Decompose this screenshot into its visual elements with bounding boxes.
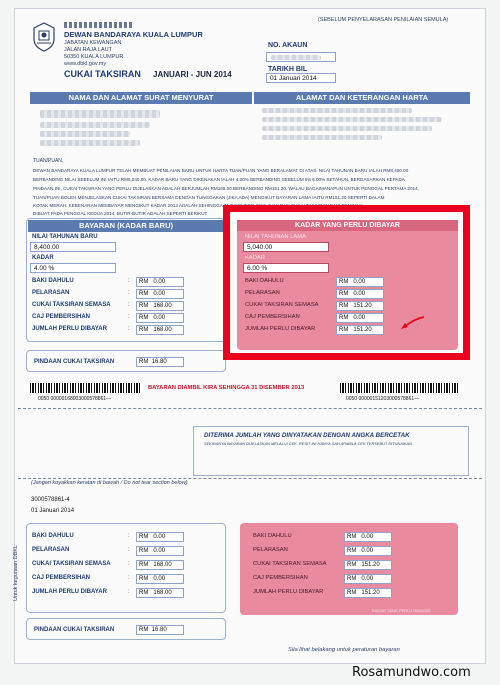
barcode-right bbox=[340, 383, 458, 393]
row-value-field bbox=[344, 532, 392, 542]
stub-account: 3000578861-4 bbox=[31, 497, 70, 503]
colon: : bbox=[128, 575, 130, 581]
rm-prefix: RM bbox=[139, 562, 149, 568]
bayaran-header: BAYARAN (KADAR BARU) bbox=[28, 220, 224, 232]
row-value: 0.00 bbox=[361, 534, 374, 540]
row-value: 0.00 bbox=[153, 534, 166, 540]
row-value-field bbox=[336, 289, 384, 299]
dbkl-logo bbox=[32, 22, 56, 52]
colon: : bbox=[128, 326, 130, 332]
rm-prefix: RM bbox=[139, 279, 149, 285]
stub-kadar-lama-caption: KADAR YANG PERLU DIBAYAR bbox=[372, 608, 431, 613]
stub-pindaan-value: 16.80 bbox=[151, 627, 167, 633]
stub-pindaan-field bbox=[136, 625, 184, 635]
row-value-field bbox=[136, 560, 184, 570]
row-value: 151.20 bbox=[361, 562, 380, 568]
row-label: BAKI DAHULU bbox=[245, 278, 284, 284]
row-value-field bbox=[336, 277, 384, 287]
row-value: 0.00 bbox=[153, 291, 166, 297]
pindaan-value: 16.80 bbox=[151, 359, 167, 365]
rm-prefix: RM bbox=[347, 590, 357, 596]
notice-line: DIBUAT PADA PENGGAL KEDUA 2014. BUTIR-BUTIR ADALAH SEPERTI BERIKUT bbox=[33, 211, 208, 216]
row-label: PELARASAN bbox=[253, 547, 288, 553]
cut-line bbox=[18, 408, 482, 409]
row-value: 0.00 bbox=[153, 315, 166, 321]
address-section-header: NAMA DAN ALAMAT SURAT MENYURAT bbox=[30, 92, 252, 104]
row-label: CAJ PEMBERSIHAN bbox=[32, 314, 91, 320]
doc-title: CUKAI TAKSIRAN bbox=[64, 69, 141, 79]
row-label: PELARASAN bbox=[32, 547, 70, 553]
stub-date: 01 Januari 2014 bbox=[31, 508, 75, 514]
row-label: CUKAI TAKSIRAN SEMASA bbox=[245, 302, 319, 308]
colon: : bbox=[128, 589, 130, 595]
row-value-field bbox=[344, 574, 392, 584]
nilai-baru-label: NILAI TAHUNAN BARU bbox=[32, 234, 98, 240]
colon: : bbox=[128, 278, 130, 284]
rm-prefix: RM bbox=[139, 291, 149, 297]
no-akaun-field bbox=[266, 52, 336, 62]
red-arrow-icon bbox=[398, 315, 426, 331]
barcode-left bbox=[30, 383, 142, 393]
nilai-lama-value: 5,040.00 bbox=[243, 242, 329, 252]
row-label: BAKI DAHULU bbox=[253, 533, 292, 539]
row-label: CUKAI TAKSIRAN SEMASA bbox=[32, 561, 111, 567]
row-value-field bbox=[136, 574, 184, 584]
rm-prefix: RM bbox=[139, 590, 149, 596]
row-value: 0.00 bbox=[153, 576, 166, 582]
tarikh-label: TARIKH BIL bbox=[268, 66, 308, 73]
top-note: (SEBELUM PENYELARASAN PENILAIAN SEMULA) bbox=[318, 17, 449, 23]
row-value: 0.00 bbox=[361, 548, 374, 554]
kadar-baru-label: KADAR bbox=[32, 255, 54, 261]
row-value-field bbox=[336, 313, 384, 323]
colon: : bbox=[128, 547, 130, 553]
redacted-address bbox=[40, 131, 130, 137]
row-label: JUMLAH PERLU DIBAYAR bbox=[253, 589, 324, 595]
payment-deadline: BAYARAN DIAMBIL KIRA SEHINGGA 31 DISEMBER 2013 bbox=[148, 385, 305, 391]
nilai-lama-label: NILAI TAHUNAN LAMA bbox=[245, 234, 306, 240]
row-label: CUKAI TAKSIRAN SEMASA bbox=[253, 561, 327, 567]
rm-prefix: RM bbox=[347, 548, 357, 554]
row-label: CAJ PEMBERSIHAN bbox=[32, 575, 91, 581]
notice-salutation: TUAN/PUAN, bbox=[33, 158, 64, 164]
row-label: CAJ PEMBERSIHAN bbox=[253, 575, 308, 581]
jawi-logotype bbox=[64, 22, 132, 28]
cut-line bbox=[18, 478, 482, 479]
row-label: CUKAI TAKSIRAN SEMASA bbox=[32, 302, 111, 308]
row-value-field bbox=[136, 588, 184, 598]
barcode-right-number: 0050 00000151203000578861— bbox=[346, 396, 420, 402]
row-value-field bbox=[336, 301, 384, 311]
address-line-2: 50350 KUALA LUMPUR bbox=[64, 54, 124, 60]
notice-line: TUAN/PUAN BOLEH MENJELASKAN CUKAI TAKSIRAN BERSAMA DENGAN TUNGGAKAN (JIKA ADA) MENGIKUT BAYARAN LAMA IAITU RM151.20 SEPERTI DALAM bbox=[33, 195, 385, 200]
row-value: 168.00 bbox=[153, 327, 172, 333]
rm-prefix: RM bbox=[347, 534, 357, 540]
row-value-field bbox=[344, 546, 392, 556]
redacted-property bbox=[262, 135, 382, 140]
row-value-field bbox=[344, 560, 392, 570]
agency-name: DEWAN BANDARAYA KUALA LUMPUR bbox=[64, 30, 203, 39]
notice-line: DEWAN BANDARAYA KUALA LUMPUR TELAH MEMBUAT PENILAIAN BARU UNTUK HARTA TUAN/PUAN YANG BERALAMAT DI ATAS. NILAI TAHUNAN BARU IALAH RM8,400.00 bbox=[33, 168, 409, 173]
kadar-baru-value: 4.00 % bbox=[30, 263, 116, 273]
row-value-field bbox=[344, 588, 392, 598]
rm-prefix: RM bbox=[339, 279, 349, 285]
receipt-subtitle: SEKIRANYA BAYARAN DIJELASKAN MELALUI CEK, RESIT INI HANYA SAH APABILA CEK TERSEBUT DITUNAIKAN bbox=[204, 441, 412, 446]
rm-prefix: RM bbox=[139, 315, 149, 321]
property-section-header: ALAMAT DAN KETERANGAN HARTA bbox=[254, 92, 470, 104]
row-value: 0.00 bbox=[153, 548, 166, 554]
row-value-field bbox=[136, 301, 184, 311]
rm-prefix: RM bbox=[339, 303, 349, 309]
tarikh-field: 01 Januari 2014 bbox=[266, 73, 336, 83]
row-value: 0.00 bbox=[361, 576, 374, 582]
row-value: 151.20 bbox=[353, 303, 372, 309]
website[interactable]: www.dbkl.gov.my bbox=[64, 61, 107, 67]
watermark: Rosamundwo.com bbox=[352, 665, 471, 680]
colon: : bbox=[128, 290, 130, 296]
rm-prefix: RM bbox=[339, 315, 349, 321]
stub-pindaan-label: PINDAAN CUKAI TAKSIRAN bbox=[34, 627, 115, 633]
notice-line: BERBANDING NILAI SEBELUM INI IAITU RM5,040.00. KADAR BARU YANG DIKENAKAN IALAH 4.00% BERBANDING SEBELUM INI 6.00% SETAHUN. BERDASARKAN KEPADA bbox=[33, 177, 405, 182]
redacted-address bbox=[40, 122, 150, 128]
row-value: 0.00 bbox=[353, 315, 366, 321]
row-label: BAKI DAHULU bbox=[32, 278, 74, 284]
row-label: PELARASAN bbox=[245, 290, 280, 296]
footer-note: Sila lihat belakang untuk peraturan bayaran bbox=[288, 647, 400, 653]
receipt-title: DITERIMA JUMLAH YANG DINYATAKAN DENGAN ANGKA BERCETAK bbox=[204, 432, 410, 439]
barcode-left-number: 0050 00000168003000578861— bbox=[38, 396, 112, 402]
row-value: 168.00 bbox=[153, 590, 172, 596]
rm-prefix: RM bbox=[139, 548, 149, 554]
rm-prefix: RM bbox=[139, 303, 149, 309]
row-label: JUMLAH PERLU DIBAYAR bbox=[245, 326, 316, 332]
tear-note: (Jangan koyakkan keratan di bawah / Do not tear section below) bbox=[31, 480, 188, 486]
rm-prefix: RM bbox=[347, 576, 357, 582]
row-value-field bbox=[136, 289, 184, 299]
rm-prefix: RM bbox=[347, 562, 357, 568]
row-value-field bbox=[136, 532, 184, 542]
rm-prefix: RM bbox=[339, 291, 349, 297]
row-value-field bbox=[136, 325, 184, 335]
rm-prefix: RM bbox=[139, 576, 149, 582]
row-value: 0.00 bbox=[353, 279, 366, 285]
kadar-lama-label: KADAR bbox=[245, 255, 265, 261]
row-value-field bbox=[336, 325, 384, 335]
row-value: 151.20 bbox=[361, 590, 380, 596]
colon: : bbox=[128, 561, 130, 567]
rm-prefix: RM bbox=[139, 534, 149, 540]
rm-prefix: RM bbox=[139, 327, 149, 333]
no-akaun-label: NO. AKAUN bbox=[268, 42, 308, 49]
dept-name: JABATAN KEWANGAN bbox=[64, 40, 122, 46]
redacted-name bbox=[40, 110, 160, 118]
colon: : bbox=[128, 302, 130, 308]
row-label: PELARASAN bbox=[32, 290, 70, 296]
rm-prefix: RM bbox=[339, 327, 349, 333]
redacted-account bbox=[271, 55, 321, 60]
rm-prefix: RM bbox=[139, 627, 149, 633]
notice-line: KOTAK MERAH. KEBENARAN MEMBAYAR MENGIKUT KADAR 2013 ADALAH SEHINGGA 31 DISEMBER 2013. BAYARAN CUKAI TAKSIRAN BAKI PENGGAL bbox=[33, 203, 364, 208]
row-value: 168.00 bbox=[153, 562, 172, 568]
row-value: 168.00 bbox=[153, 303, 172, 309]
row-value: 0.00 bbox=[353, 291, 366, 297]
colon: : bbox=[128, 314, 130, 320]
dbkl-use-side-text: Untuk kegunaan DBKL bbox=[13, 545, 19, 601]
redacted-address bbox=[40, 140, 140, 146]
notice-line: PINDAAN INI, CUKAI TAKSIRAN YANG PERLU DIJELASKAN ADALAH BERJUMLAH RM168.00 BERBANDING RM151.20. WALAU BAGAIMANAPUN UNTUK PENGGAL PERTAMA 2014, bbox=[33, 186, 419, 191]
row-label: BAKI DAHULU bbox=[32, 533, 74, 539]
row-value-field bbox=[136, 313, 184, 323]
row-label: CAJ PEMBERSIHAN bbox=[245, 314, 300, 320]
kadar-lama-value: 6.00 % bbox=[243, 263, 329, 273]
pindaan-field bbox=[136, 357, 184, 367]
redacted-property bbox=[262, 126, 432, 131]
address-line-1: JALAN RAJA LAUT bbox=[64, 47, 112, 53]
row-value-field bbox=[136, 546, 184, 556]
nilai-baru-value: 8,400.00 bbox=[30, 242, 116, 252]
period: JANUARI - JUN 2014 bbox=[153, 70, 232, 79]
kadar-lama-header: KADAR YANG PERLU DIBAYAR bbox=[237, 220, 458, 231]
colon: : bbox=[128, 533, 130, 539]
row-value: 0.00 bbox=[153, 279, 166, 285]
row-value: 151.20 bbox=[353, 327, 372, 333]
redacted-property bbox=[262, 117, 442, 122]
redacted-property bbox=[262, 108, 412, 113]
rm-prefix: RM bbox=[139, 359, 149, 365]
row-label: JUMLAH PERLU DIBAYAR bbox=[32, 326, 107, 332]
row-value-field bbox=[136, 277, 184, 287]
pindaan-label: PINDAAN CUKAI TAKSIRAN bbox=[34, 359, 115, 365]
row-label: JUMLAH PERLU DIBAYAR bbox=[32, 589, 107, 595]
